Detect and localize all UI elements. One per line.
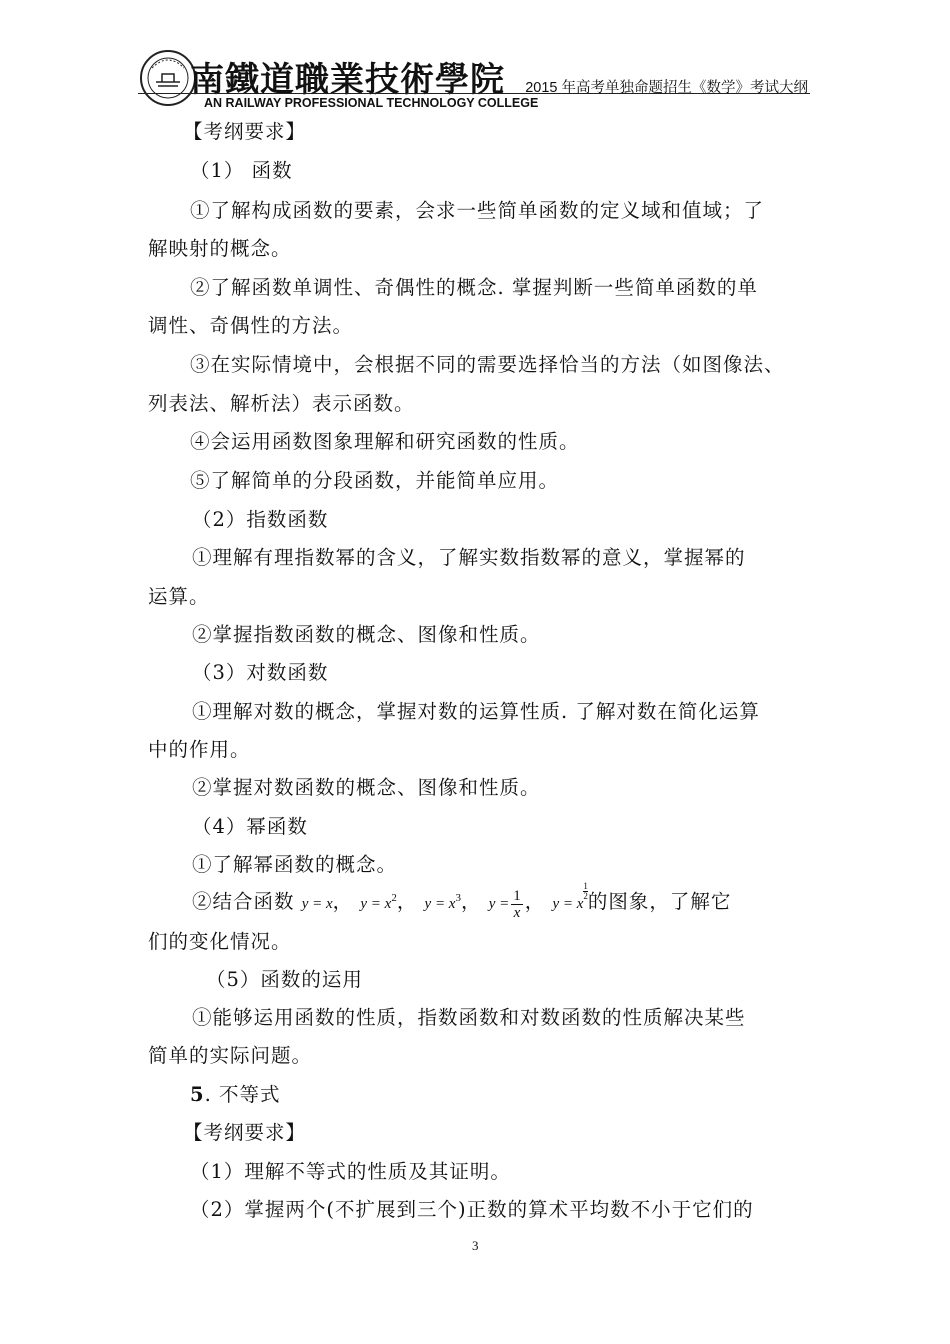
paragraph-line: ①能够运用函数的性质，指数函数和对数函数的性质解决某些 (192, 1006, 746, 1029)
paragraph-line: 简单的实际问题。 (148, 1044, 313, 1067)
equation-y-eq-x-squared: $y = x^2$ (360, 891, 397, 912)
section-heading: 5. 不等式 (190, 1083, 281, 1106)
document-title: 2015 年高考单独命题招生《数学》考试大纲 (525, 80, 808, 96)
paragraph-line: ①理解有理指数幂的含义，了解实数指数幂的意义，掌握幂的 (192, 546, 746, 569)
equation-y-eq-x: y = x (301, 895, 333, 912)
paragraph-line: （2）掌握两个(不扩展到三个)正数的算术平均数不小于它们的 (190, 1198, 754, 1221)
page-header (138, 48, 810, 114)
paragraph-line: 中的作用。 (148, 738, 251, 761)
paragraph-line: 解映射的概念。 (148, 237, 292, 260)
page-number: 3 (472, 1238, 479, 1253)
equation-y-eq-one-over-x: y = $\frac{1}{x}$ (488, 888, 521, 921)
subsection-heading: （3）对数函数 (192, 661, 329, 684)
paragraph-line: ①了解幂函数的概念。 (192, 853, 398, 876)
paragraph-line: 列表法、解析法）表示函数。 (148, 392, 415, 415)
paragraph-line: 们的变化情况。 (148, 930, 292, 953)
paragraph-line: 调性、奇偶性的方法。 (148, 314, 354, 337)
paragraph-line: ②了解函数单调性、奇偶性的概念. 掌握判断一些简单函数的单 (190, 276, 758, 299)
equation-y-eq-x-half: y = x $\frac{1}{2}$ (552, 880, 588, 912)
paragraph-line: （1）理解不等式的性质及其证明。 (190, 1160, 511, 1183)
header-rule (490, 93, 810, 94)
paragraph-text: 的图象，了解它 (587, 889, 732, 913)
subsection-heading: （1） 函数 (190, 159, 293, 182)
subsection-heading: （4）幂函数 (192, 815, 308, 838)
paragraph-text: ②结合函数 (192, 889, 295, 913)
subsection-heading: （2）指数函数 (192, 508, 329, 531)
section-heading: 【考纲要求】 (183, 120, 307, 143)
paragraph-line: ②掌握指数函数的概念、图像和性质。 (192, 623, 541, 646)
paragraph-line: 运算。 (148, 585, 210, 608)
paragraph-line: ③在实际情境中，会根据不同的需要选择恰当的方法（如图像法、 (190, 353, 785, 376)
paragraph-line: ②掌握对数函数的概念、图像和性质。 (192, 776, 541, 799)
paragraph-line: ④会运用函数图象理解和研究函数的性质。 (190, 430, 580, 453)
section-heading: 【考纲要求】 (183, 1121, 307, 1144)
paragraph-line: ①理解对数的概念，掌握对数的运算性质. 了解对数在简化运算 (192, 700, 760, 723)
college-seal-logo (138, 48, 198, 108)
subsection-heading: （5）函数的运用 (206, 968, 363, 991)
equation-y-eq-x-cubed: $y = x^3$ (424, 891, 461, 912)
paragraph-line: ①了解构成函数的要素，会求一些简单函数的定义域和值域；了 (190, 199, 765, 222)
header-rule (138, 93, 490, 94)
formula-line: ②结合函数 y = x， $y = x^2$， $y = x^3$， y = $\frac{1}{x}$ ， y = x $\frac{1}{2}$的图象，了解它 (192, 880, 732, 921)
college-name-cn: 南鐵道職業技術學院 (190, 60, 505, 100)
college-name-en: AN RAILWAY PROFESSIONAL TECHNOLOGY COLLEGE (204, 96, 539, 110)
paragraph-line: ⑤了解简单的分段函数，并能简单应用。 (190, 469, 560, 492)
